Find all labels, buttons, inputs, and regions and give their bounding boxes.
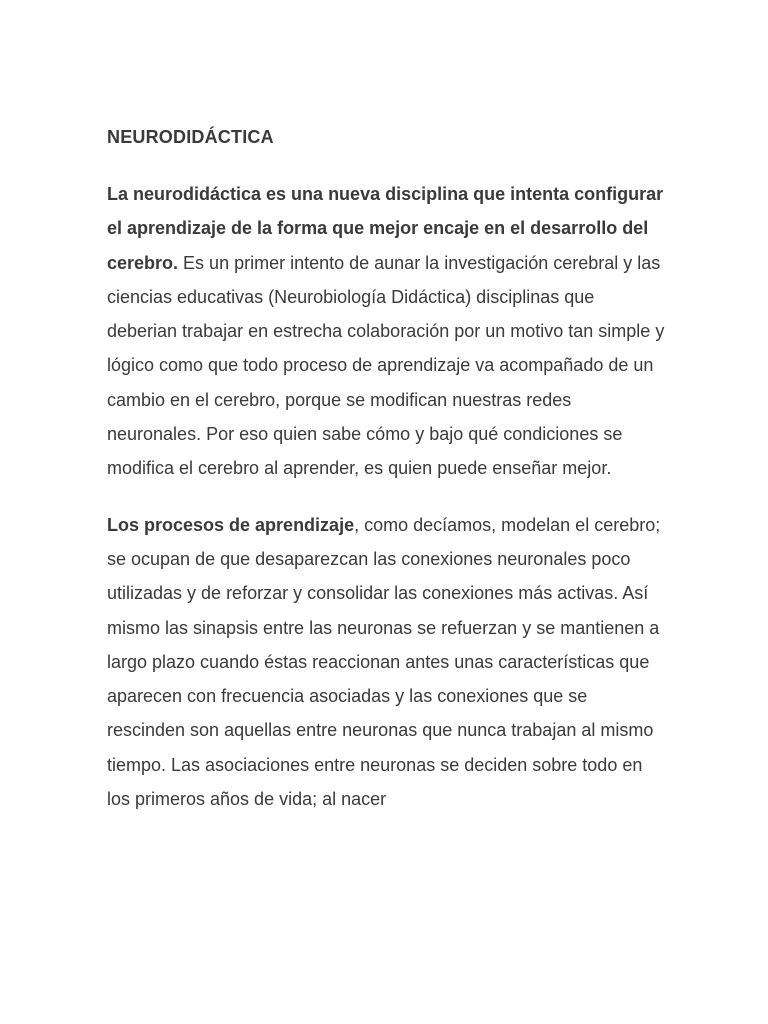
paragraph-body-text: , como decíamos, modelan el cerebro; se ocupan de que desaparezcan las conexiones neuronales poco utilizadas y de reforzar y consolidar las conexiones más activas. Así mismo las sinapsis entre las neuronas se refuerzan y se mantienen a largo plazo cuando éstas reaccionan antes unas características que aparecen con frecuencia asociadas y las conexiones que se rescinden son aquellas entre neuronas que nunca trabajan al mismo tiempo. Las asociaciones entre neuronas se deciden sobre todo en los primeros años de vida; al nacer — [107, 514, 661, 810]
paragraph-lead-bold: La neurodidáctica es una nueva disciplina que intenta configurar el aprendizaje de la forma que mejor encaje en el desarrollo del cerebro. — [107, 184, 664, 273]
document-title: NEURODIDÁCTICA — [107, 127, 274, 147]
paragraph-neurodidactica-definition — [107, 177, 667, 486]
paragraph-learning-processes — [107, 508, 667, 817]
document-body — [107, 124, 667, 816]
paragraph-body-text: Es un primer intento de aunar la investigación cerebral y las ciencias educativas (Neurobiología Didáctica) disciplinas que deberian trabajar en estrecha colaboración por un motivo tan simple y lógico como que todo proceso de aprendizaje va acompañado de un cambio en el cerebro, porque se modifican nuestras redes neuronales. Por eso quien sabe cómo y bajo qué condiciones se modifica el cerebro al aprender, es quien puede enseñar mejor. — [107, 252, 665, 479]
paragraph-lead-bold: Los procesos de aprendizaje — [107, 514, 355, 535]
